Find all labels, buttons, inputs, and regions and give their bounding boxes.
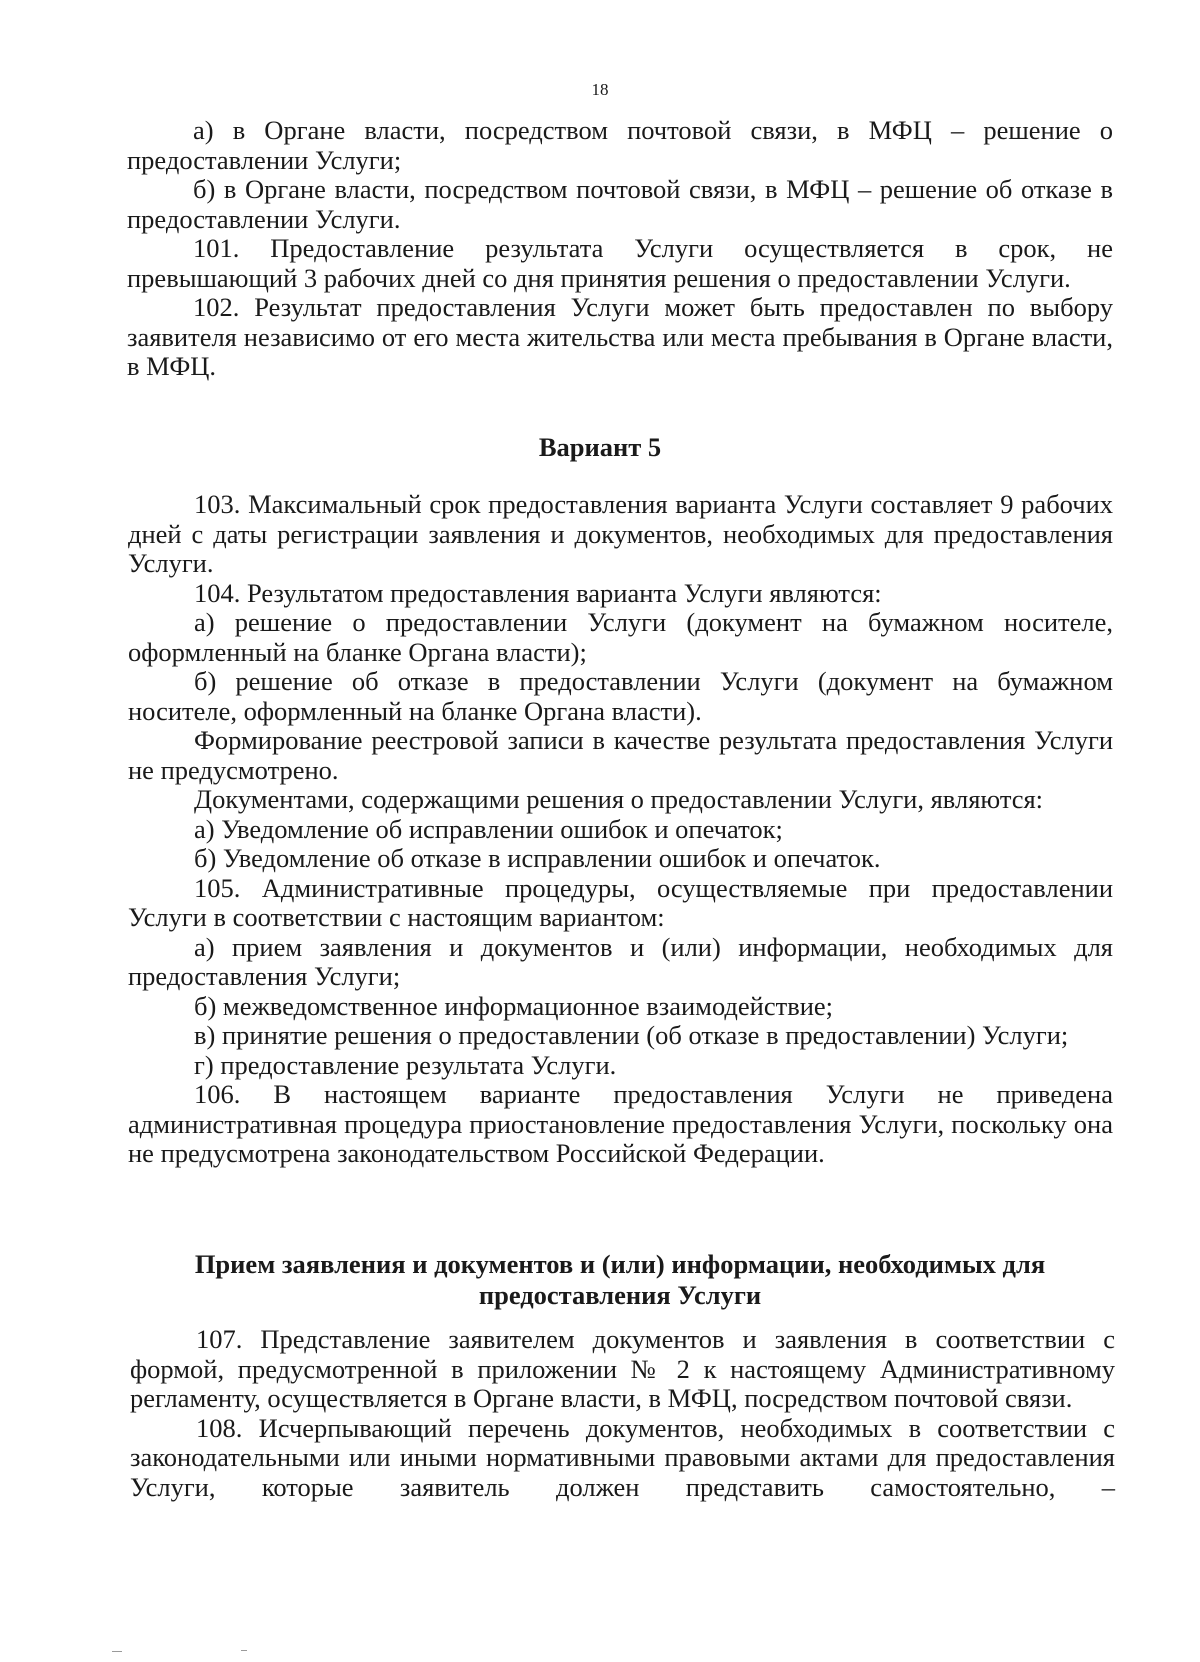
- paragraph: 101. Предоставление результата Услуги осуществляется в срок, не превышающий 3 рабочих дней со дня принятия решения о предоставлении Услуги.: [127, 233, 1113, 293]
- paragraph: 107. Представление заявителем документов и заявления в соответствии с формой, предусмотренной в приложении № 2 к настоящему Административному регламенту, осуществляется в Органе власти, в МФЦ, посредством почтовой связи.: [130, 1324, 1115, 1413]
- paragraph: а) решение о предоставлении Услуги (документ на бумажном носителе, оформленный на бланке Органа власти);: [128, 607, 1113, 667]
- text-block-application-intake: [130, 1325, 1115, 1502]
- paragraph: б) межведомственное информационное взаимодействие;: [194, 990, 834, 1021]
- paragraph: а) в Органе власти, посредством почтовой связи, в МФЦ – решение о предоставлении Услуги;: [127, 115, 1113, 175]
- scan-smudge: [112, 1651, 122, 1652]
- paragraph: в) принятие решения о предоставлении (об отказе в предоставлении) Услуги;: [194, 1020, 1069, 1050]
- text-block-results-delivery: [127, 116, 1113, 382]
- paragraph: 103. Максимальный срок предоставления варианта Услуги составляет 9 рабочих дней с даты регистрации заявления и документов, необходимых для предоставления Услуги.: [128, 489, 1113, 578]
- text-block-variant-5: [128, 490, 1113, 1169]
- paragraph: б) решение об отказе в предоставлении Услуги (документ на бумажном носителе, оформленный на бланке Органа власти).: [128, 666, 1113, 726]
- paragraph: 104. Результатом предоставления варианта Услуги являются:: [194, 577, 882, 608]
- paragraph: б) в Органе власти, посредством почтовой связи, в МФЦ – решение об отказе в предоставлении Услуги.: [127, 174, 1113, 234]
- page-number: 18: [591, 80, 609, 99]
- paragraph: б) Уведомление об отказе в исправлении ошибок и опечаток.: [194, 843, 881, 873]
- paragraph: Документами, содержащими решения о предоставлении Услуги, являются:: [194, 784, 1044, 814]
- paragraph: г) предоставление результата Услуги.: [194, 1049, 617, 1080]
- paragraph: Формирование реестровой записи в качестве результата предоставления Услуги не предусмотрено.: [128, 725, 1113, 785]
- paragraph: 102. Результат предоставления Услуги может быть предоставлен по выбору заявителя независимо от его места жительства или места пребывания в Органе власти, в МФЦ.: [127, 292, 1113, 381]
- paragraph: а) Уведомление об исправлении ошибок и опечаток;: [194, 813, 783, 844]
- paragraph: 106. В настоящем варианте предоставления Услуги не приведена административная процедура приостановление предоставления Услуги, поскольку она не предусмотрена законодательством Российской Федерации.: [128, 1079, 1113, 1168]
- variant-heading: Вариант 5: [538, 432, 662, 462]
- paragraph: 108. Исчерпывающий перечень документов, необходимых в соответствии с законодательными или иными нормативными правовыми актами для предоставления Услуги, которые заявитель должен представить самостоятельно, –: [130, 1412, 1115, 1502]
- section-heading: Прием заявления и документов и (или) информации, необходимых для предоставления Услуги: [194, 1249, 1046, 1310]
- scan-smudge: [241, 1650, 247, 1651]
- paragraph: а) прием заявления и документов и (или) информации, необходимых для предоставления Услуги;: [128, 931, 1113, 991]
- paragraph: 105. Административные процедуры, осуществляемые при предоставлении Услуги в соответствии с настоящим вариантом:: [128, 872, 1113, 932]
